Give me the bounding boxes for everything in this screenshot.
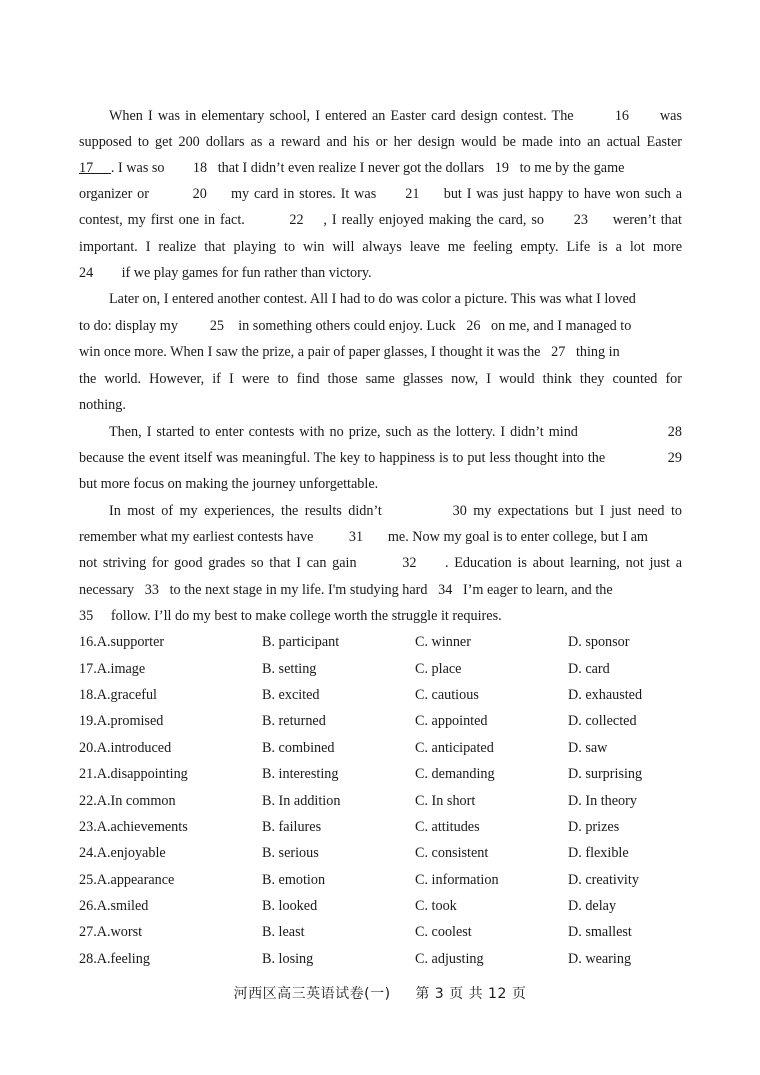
option-row [79,738,699,758]
option-b: B. combined [262,740,335,756]
option-b: B. least [262,924,305,940]
option-d: D. creativity [568,872,639,888]
option-c: C. appointed [415,713,488,729]
blank-24: 24 [79,265,122,281]
option-a: 27.A.worst [79,924,143,940]
passage-line: the world. However, if I were to find those same glasses now, I would think they counted for [79,371,682,387]
option-row [79,791,699,811]
option-d: D. flexible [568,845,629,861]
passage-line: win once more. When I saw the prize, a pair of paper glasses, I thought it was the 27 thing in [79,344,620,360]
passage-line: supposed to get 200 dollars as a reward and his or her design would be made into an actual Easter [79,134,682,150]
option-a: 20.A.introduced [79,740,172,756]
option-b: B. losing [262,951,314,967]
passage-line: but more focus on making the journey unforgettable. [79,476,379,492]
option-c: C. adjusting [415,951,484,967]
option-row [79,817,699,837]
option-a: 18.A.graceful [79,687,157,703]
option-c: C. took [415,898,457,914]
option-d: D. card [568,661,610,677]
option-b: B. returned [262,713,326,729]
passage-line [79,263,682,283]
option-row [79,949,699,969]
option-d: D. wearing [568,951,632,967]
option-a: 28.A.feeling [79,951,150,967]
option-row [79,764,699,784]
option-c: C. cautious [415,687,479,703]
option-a: 17.A.image [79,661,146,677]
option-a: 24.A.enjoyable [79,845,166,861]
blank-17: 17 [79,160,111,176]
option-b: B. looked [262,898,318,914]
option-row [79,896,699,916]
passage-line: because the event itself was meaningful. The key to happiness is to put less thought into the 29 [79,450,682,466]
option-b: B. excited [262,687,320,703]
option-d: D. collected [568,713,637,729]
option-c: C. place [415,661,462,677]
option-a: 26.A.smiled [79,898,149,914]
option-b: B. setting [262,661,317,677]
option-d: D. In theory [568,793,637,809]
passage-line: When I was in elementary school, I entered an Easter card design contest. The 16 was [109,108,682,124]
passage-line: Then, I started to enter contests with no prize, such as the lottery. I didn’t mind 28 [109,424,682,440]
option-d: D. sponsor [568,634,630,650]
passage-text: if we play games for fun rather than victory. [121,265,372,281]
option-d: D. saw [568,740,608,756]
option-c: C. information [415,872,499,888]
passage-line: organizer or 20 my card in stores. It was 21 but I was just happy to have won such a [79,186,682,202]
option-a: 16.A.supporter [79,634,165,650]
option-row [79,659,699,679]
passage-line: nothing. [79,397,126,413]
option-row [79,711,699,731]
option-c: C. attitudes [415,819,480,835]
passage-line: Later on, I entered another contest. All I had to do was color a picture. This was what I loved [109,291,636,307]
option-d: D. exhausted [568,687,643,703]
option-c: C. demanding [415,766,495,782]
option-c: C. coolest [415,924,472,940]
passage-line: to do: display my 25 in something others could enjoy. Luck 26 on me, and I managed to [79,318,632,334]
option-c: C. In short [415,793,476,809]
option-a: 25.A.appearance [79,872,175,888]
option-c: C. consistent [415,845,489,861]
option-c: C. winner [415,634,471,650]
option-row [79,870,699,890]
option-b: B. interesting [262,766,339,782]
option-row [79,632,699,652]
option-row [79,685,699,705]
option-d: D. delay [568,898,617,914]
option-b: B. failures [262,819,322,835]
page-footer: 河西区高三英语试卷(一) 第 3 页 共 12 页 [233,986,527,1002]
option-a: 22.A.In common [79,793,176,809]
option-c: C. anticipated [415,740,494,756]
passage-line: remember what my earliest contests have 31 me. Now my goal is to enter college, but I am [79,529,648,545]
option-d: D. smallest [568,924,632,940]
option-b: B. emotion [262,872,326,888]
passage-line [79,158,682,178]
passage-text: . I was so 18 that I didn’t even realize I never got the dollars 19 to me by the game [110,160,625,176]
option-a: 21.A.disappointing [79,766,188,782]
passage-line: In most of my experiences, the results didn’t 30 my expectations but I just need to [109,503,682,519]
option-a: 19.A.promised [79,713,164,729]
option-b: B. In addition [262,793,341,809]
option-d: D. prizes [568,819,620,835]
option-b: B. serious [262,845,319,861]
passage-line: 35 follow. I’ll do my best to make college worth the struggle it requires. [79,608,502,624]
option-d: D. surprising [568,766,643,782]
option-row [79,922,699,942]
passage-line: necessary 33 to the next stage in my life. I'm studying hard 34 I’m eager to learn, and the [79,582,613,598]
option-a: 23.A.achievements [79,819,188,835]
option-row [79,843,699,863]
passage-line: important. I realize that playing to win will always leave me feeling empty. Life is a lot more [79,239,682,255]
passage-line: contest, my first one in fact. 22 , I really enjoyed making the card, so 23 weren’t that [79,212,682,228]
option-b: B. participant [262,634,340,650]
passage-line: not striving for good grades so that I can gain 32 . Education is about learning, not just a [79,555,682,571]
